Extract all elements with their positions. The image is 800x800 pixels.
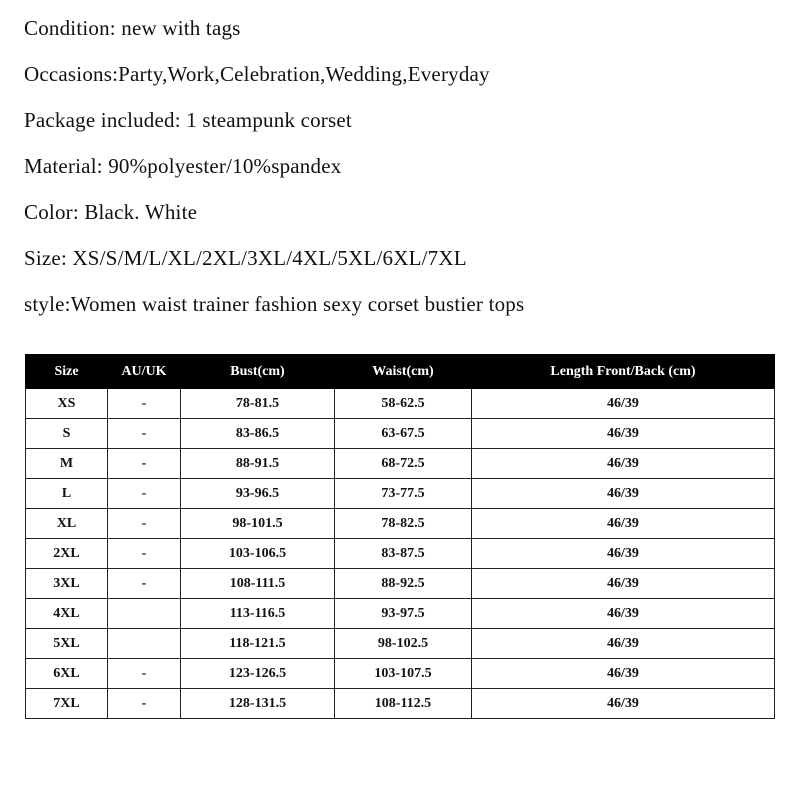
cell-waist: 103-107.5 [335, 659, 472, 689]
table-body [26, 389, 775, 719]
spec-material: Material: 90%polyester/10%spandex [24, 154, 342, 178]
cell-au-uk [108, 629, 181, 659]
cell-size: 6XL [26, 659, 108, 689]
spec-style: style:Women waist trainer fashion sexy corset bustier tops [24, 292, 525, 316]
spec-package: Package included: 1 steampunk corset [24, 108, 352, 132]
cell-au-uk: - [108, 689, 181, 719]
cell-au-uk: - [108, 539, 181, 569]
cell-au-uk: - [108, 419, 181, 449]
cell-waist: 98-102.5 [335, 629, 472, 659]
spec-condition: Condition: new with tags [24, 16, 241, 40]
cell-length: 46/39 [472, 569, 775, 599]
cell-bust: 108-111.5 [181, 569, 335, 599]
cell-length: 46/39 [472, 479, 775, 509]
cell-bust: 78-81.5 [181, 389, 335, 419]
cell-au-uk [108, 599, 181, 629]
cell-size: 7XL [26, 689, 108, 719]
cell-waist: 58-62.5 [335, 389, 472, 419]
cell-waist: 93-97.5 [335, 599, 472, 629]
table-row [26, 659, 775, 689]
cell-size: M [26, 449, 108, 479]
cell-au-uk: - [108, 659, 181, 689]
header-length: Length Front/Back (cm) [472, 355, 775, 389]
cell-length: 46/39 [472, 629, 775, 659]
cell-size: L [26, 479, 108, 509]
table-row [26, 389, 775, 419]
header-bust: Bust(cm) [181, 355, 335, 389]
cell-waist: 88-92.5 [335, 569, 472, 599]
header-size: Size [26, 355, 108, 389]
cell-au-uk: - [108, 479, 181, 509]
cell-waist: 83-87.5 [335, 539, 472, 569]
cell-length: 46/39 [472, 539, 775, 569]
cell-length: 46/39 [472, 509, 775, 539]
cell-waist: 73-77.5 [335, 479, 472, 509]
table-row [26, 599, 775, 629]
cell-bust: 118-121.5 [181, 629, 335, 659]
cell-length: 46/39 [472, 389, 775, 419]
cell-length: 46/39 [472, 449, 775, 479]
table-row [26, 419, 775, 449]
cell-waist: 68-72.5 [335, 449, 472, 479]
cell-waist: 63-67.5 [335, 419, 472, 449]
table-row [26, 629, 775, 659]
cell-size: 3XL [26, 569, 108, 599]
cell-bust: 88-91.5 [181, 449, 335, 479]
cell-bust: 113-116.5 [181, 599, 335, 629]
cell-bust: 93-96.5 [181, 479, 335, 509]
cell-length: 46/39 [472, 419, 775, 449]
table-row [26, 479, 775, 509]
table-row [26, 449, 775, 479]
cell-au-uk: - [108, 569, 181, 599]
cell-au-uk: - [108, 449, 181, 479]
cell-bust: 128-131.5 [181, 689, 335, 719]
header-waist: Waist(cm) [335, 355, 472, 389]
cell-size: 4XL [26, 599, 108, 629]
cell-waist: 78-82.5 [335, 509, 472, 539]
cell-size: S [26, 419, 108, 449]
table-header-row [26, 355, 775, 389]
cell-size: 5XL [26, 629, 108, 659]
table-row [26, 539, 775, 569]
cell-bust: 98-101.5 [181, 509, 335, 539]
cell-au-uk: - [108, 509, 181, 539]
table-row [26, 509, 775, 539]
spec-color: Color: Black. White [24, 200, 198, 224]
cell-bust: 83-86.5 [181, 419, 335, 449]
size-chart-table [25, 354, 775, 719]
spec-occasions: Occasions:Party,Work,Celebration,Wedding,Everyday [24, 62, 490, 86]
cell-bust: 103-106.5 [181, 539, 335, 569]
cell-length: 46/39 [472, 659, 775, 689]
table-row [26, 689, 775, 719]
cell-size: XL [26, 509, 108, 539]
cell-length: 46/39 [472, 599, 775, 629]
cell-au-uk: - [108, 389, 181, 419]
cell-size: XS [26, 389, 108, 419]
header-au-uk: AU/UK [108, 355, 181, 389]
product-spec-list [24, 14, 794, 336]
cell-waist: 108-112.5 [335, 689, 472, 719]
cell-bust: 123-126.5 [181, 659, 335, 689]
cell-length: 46/39 [472, 689, 775, 719]
spec-size: Size: XS/S/M/L/XL/2XL/3XL/4XL/5XL/6XL/7XL [24, 246, 467, 270]
cell-size: 2XL [26, 539, 108, 569]
table-row [26, 569, 775, 599]
